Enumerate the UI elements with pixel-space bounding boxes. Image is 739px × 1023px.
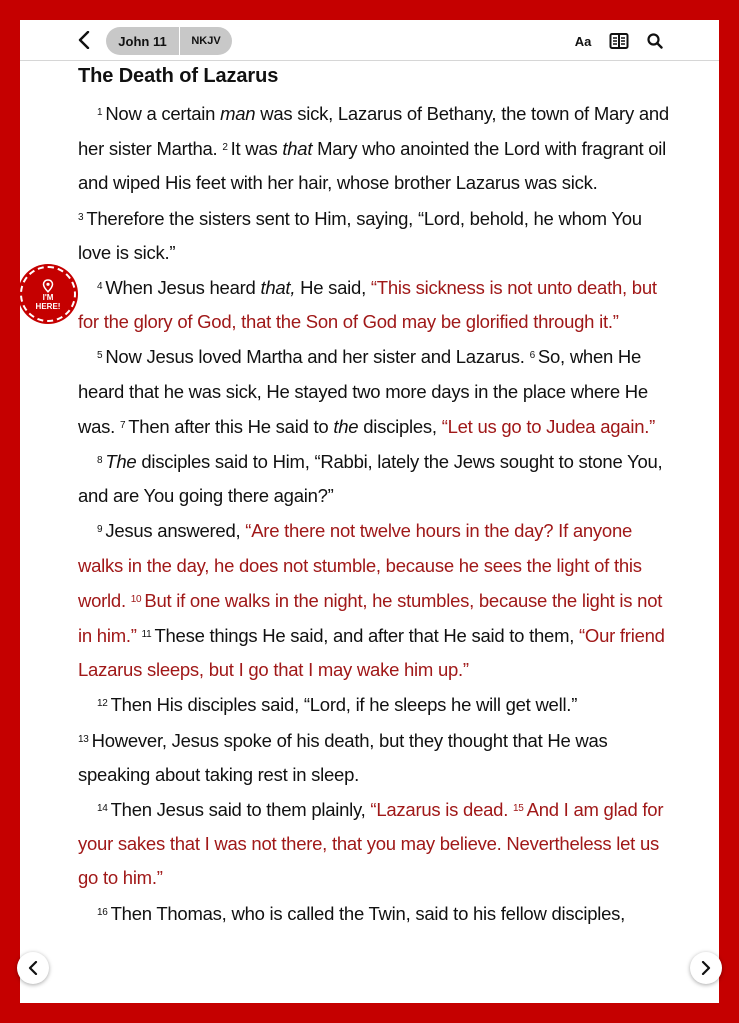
- verse-italic[interactable]: man: [220, 103, 256, 124]
- verse-text[interactable]: Therefore the sisters sent to Him, saying, “Lord, behold, he whom You love is sick.”: [78, 207, 642, 263]
- top-toolbar: [20, 20, 719, 61]
- verse-number[interactable]: 11: [141, 629, 152, 641]
- verse-text[interactable]: was sick, Lazarus of Bethany, the town of Mary and her sister Martha.: [78, 103, 669, 160]
- next-chapter-button[interactable]: [690, 952, 722, 984]
- verse-number[interactable]: 2: [222, 142, 228, 154]
- version-button[interactable]: NKJV: [191, 35, 221, 47]
- paragraph: [78, 339, 678, 444]
- verse-text[interactable]: Jesus answered,: [105, 520, 246, 542]
- paragraph: [78, 270, 678, 339]
- verse-text[interactable]: Then Jesus said to them plainly,: [110, 799, 371, 821]
- verse-italic[interactable]: that,: [260, 277, 296, 299]
- verse-number[interactable]: 1: [97, 107, 103, 118]
- verse-italic[interactable]: that: [282, 138, 313, 160]
- words-of-christ[interactable]: But if one walks in the night, he stumbles, because the light is not in him.”: [78, 589, 663, 647]
- previous-chapter-button[interactable]: [17, 952, 49, 984]
- verse-number[interactable]: 12: [97, 698, 108, 710]
- chevron-right-icon: [701, 961, 711, 975]
- verse-italic[interactable]: the: [333, 415, 359, 437]
- words-of-christ[interactable]: And I am glad for your sakes that I was not there, that you may believe. Nevertheless let us go to him.”: [78, 799, 664, 889]
- verse-text[interactable]: Now a certain: [105, 103, 221, 124]
- verse-text[interactable]: It was: [230, 138, 283, 160]
- verse-number[interactable]: 3: [78, 211, 84, 223]
- words-of-christ[interactable]: “Lazarus is dead.: [370, 799, 513, 821]
- verse-number[interactable]: 13: [78, 733, 89, 745]
- search-icon: [647, 33, 663, 49]
- words-of-christ[interactable]: “Our friend Lazarus sleeps, but I go that I may wake him up.”: [78, 625, 665, 681]
- verse-text[interactable]: Then Thomas, who is called the Twin, said to his fellow disciples,: [110, 902, 626, 924]
- verse-number[interactable]: 6: [529, 350, 535, 362]
- paragraph: [78, 513, 678, 687]
- chevron-left-icon: [78, 31, 90, 49]
- verse-text[interactable]: However, Jesus spoke of his death, but they thought that He was speaking about taking rest in sleep.: [78, 729, 608, 785]
- paragraph: [78, 896, 678, 931]
- verse-text[interactable]: So, when He heard that he was sick, He stayed two more days in the place where He was.: [78, 346, 648, 437]
- badge-line-1: I'M: [42, 293, 54, 302]
- verse-number[interactable]: 8: [97, 455, 103, 467]
- chapter-version-selector: [106, 27, 232, 55]
- words-of-christ[interactable]: “Let us go to Judea again.”: [441, 415, 656, 437]
- book-chapter-button[interactable]: John 11: [106, 27, 180, 55]
- parallel-bible-button[interactable]: [608, 30, 630, 52]
- paragraph: [78, 687, 678, 722]
- paragraph: [78, 444, 678, 513]
- verse-text[interactable]: Then His disciples said, “Lord, if he sleeps he will get well.”: [110, 694, 578, 716]
- chevron-left-icon: [28, 961, 38, 975]
- verse-number[interactable]: 14: [97, 803, 108, 815]
- bible-book-icon: [609, 32, 629, 50]
- verse-text[interactable]: Mary who anointed the Lord with fragrant oil and wiped His feet with her hair, whose brother Lazarus was sick.: [78, 138, 667, 194]
- im-here-badge[interactable]: [20, 266, 76, 322]
- font-settings-button[interactable]: Aa: [574, 33, 592, 49]
- verse-number[interactable]: 7: [119, 419, 126, 431]
- back-button[interactable]: [72, 28, 96, 52]
- verse-number[interactable]: 10: [130, 593, 142, 605]
- search-button[interactable]: [644, 30, 666, 52]
- verse-number[interactable]: 5: [97, 350, 103, 362]
- badge-line-2: HERE!: [35, 302, 61, 311]
- verse-text[interactable]: When Jesus heard: [105, 277, 261, 299]
- verse-number[interactable]: 16: [97, 906, 108, 918]
- reader-page: [20, 20, 719, 1003]
- section-title: The Death of Lazarus: [78, 65, 279, 87]
- chapter-content: [78, 62, 678, 931]
- verse-text[interactable]: These things He said, and after that He said to them,: [154, 625, 580, 647]
- verse-number[interactable]: 15: [512, 803, 524, 815]
- paragraph: [78, 723, 678, 792]
- verse-text[interactable]: disciples,: [358, 415, 442, 437]
- paragraph: [78, 792, 678, 896]
- verse-text[interactable]: He said,: [295, 277, 371, 299]
- verse-text[interactable]: disciples said to Him, “Rabbi, lately the Jews sought to stone You, and are You going there again?”: [78, 451, 663, 507]
- verse-text[interactable]: Then after this He said to: [128, 415, 334, 437]
- verse-number[interactable]: 9: [97, 524, 103, 536]
- verse-text[interactable]: Now Jesus loved Martha and her sister and Lazarus.: [105, 346, 530, 368]
- chapter-text: [78, 96, 678, 931]
- verse-italic[interactable]: The: [105, 451, 137, 473]
- verse-number[interactable]: 4: [97, 281, 103, 293]
- paragraph: [78, 96, 678, 270]
- location-pin-icon: [41, 279, 55, 293]
- words-of-christ[interactable]: “This sickness is not unto death, but for the glory of God, that the Son of God may be glorified through it.”: [78, 277, 657, 333]
- words-of-christ[interactable]: “Are there not twelve hours in the day? If anyone walks in the day, he does not stumble, because he sees the light of this world.: [78, 520, 642, 611]
